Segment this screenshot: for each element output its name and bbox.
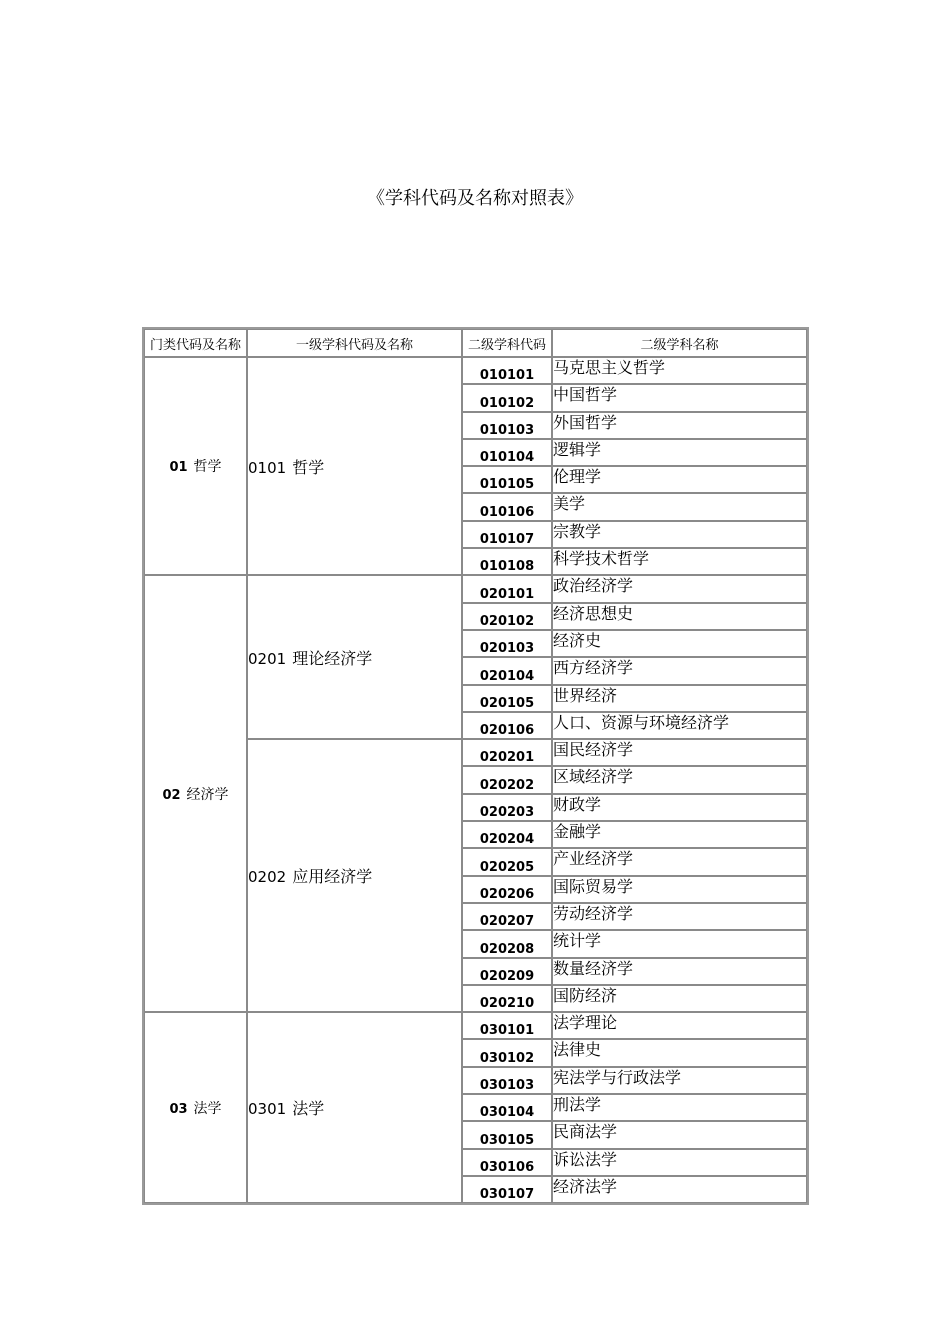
category-name: 法学 [193, 1100, 222, 1117]
level2-name-cell: 国际贸易学 [552, 876, 807, 903]
level2-code-cell: 020106 [462, 712, 552, 739]
level2-name-cell: 国防经济 [552, 985, 807, 1012]
level1-name: 应用经济学 [292, 867, 373, 887]
level2-name-cell: 逻辑学 [552, 439, 807, 466]
level2-name-cell: 劳动经济学 [552, 903, 807, 930]
level2-name-cell: 法律史 [552, 1039, 807, 1066]
level2-code-cell: 010104 [462, 439, 552, 466]
level2-name-cell: 数量经济学 [552, 958, 807, 985]
table-row [144, 357, 807, 384]
level2-name-cell: 世界经济 [552, 685, 807, 712]
level2-code-cell: 010101 [462, 357, 552, 384]
level2-code-cell: 020105 [462, 685, 552, 712]
level2-name-cell: 马克思主义哲学 [552, 357, 807, 384]
level2-name-cell: 政治经济学 [552, 575, 807, 602]
level2-name-cell: 刑法学 [552, 1094, 807, 1121]
level2-name-cell: 区域经济学 [552, 766, 807, 793]
level2-code-cell: 030107 [462, 1176, 552, 1203]
level2-code-cell: 030102 [462, 1039, 552, 1066]
level2-code-cell: 030103 [462, 1067, 552, 1094]
level2-code-cell: 020202 [462, 766, 552, 793]
level2-code-cell: 010108 [462, 548, 552, 575]
level2-name-cell: 宗教学 [552, 521, 807, 548]
level1-cell [247, 739, 462, 1012]
level2-name-cell: 人口、资源与环境经济学 [552, 712, 807, 739]
level2-code-cell: 020104 [462, 657, 552, 684]
level2-code-cell: 010107 [462, 521, 552, 548]
table-header-row [144, 329, 807, 357]
level2-name-cell: 统计学 [552, 930, 807, 957]
level2-name-cell: 伦理学 [552, 466, 807, 493]
level1-code: 0201 [248, 649, 287, 668]
level2-code-cell: 020201 [462, 739, 552, 766]
header-level2-name: 二级学科名称 [552, 329, 807, 357]
level2-code-cell: 020102 [462, 603, 552, 630]
category-name: 哲学 [193, 459, 222, 476]
category-cell [144, 1012, 247, 1203]
level2-code-cell: 020203 [462, 794, 552, 821]
level2-code-cell: 020210 [462, 985, 552, 1012]
level2-code-cell: 020209 [462, 958, 552, 985]
level2-name-cell: 法学理论 [552, 1012, 807, 1039]
category-code: 03 [169, 1101, 188, 1117]
level2-code-cell: 020208 [462, 930, 552, 957]
level2-code-cell: 020205 [462, 848, 552, 875]
header-level1: 一级学科代码及名称 [247, 329, 462, 357]
category-cell [144, 575, 247, 1012]
level2-code-cell: 030104 [462, 1094, 552, 1121]
level2-code-cell: 020204 [462, 821, 552, 848]
category-code: 01 [169, 460, 188, 476]
level2-name-cell: 财政学 [552, 794, 807, 821]
level2-code-cell: 030106 [462, 1149, 552, 1176]
level2-code-cell: 010102 [462, 384, 552, 411]
level2-code-cell: 010103 [462, 412, 552, 439]
level2-code-cell: 020101 [462, 575, 552, 602]
level2-name-cell: 民商法学 [552, 1121, 807, 1148]
category-name: 经济学 [186, 786, 229, 803]
level1-cell [247, 575, 462, 739]
level2-code-cell: 030101 [462, 1012, 552, 1039]
level2-name-cell: 经济史 [552, 630, 807, 657]
page-title: 《学科代码及名称对照表》 [367, 188, 583, 209]
level1-code: 0301 [248, 1100, 287, 1119]
header-level2-code: 二级学科代码 [462, 329, 552, 357]
level2-code-cell: 030105 [462, 1121, 552, 1148]
table-row [144, 1012, 807, 1039]
category-code: 02 [162, 787, 181, 803]
discipline-code-table [142, 327, 809, 1205]
level1-code: 0101 [248, 458, 287, 477]
level1-name: 理论经济学 [292, 648, 373, 668]
level2-name-cell: 西方经济学 [552, 657, 807, 684]
level2-name-cell: 外国哲学 [552, 412, 807, 439]
level2-name-cell: 经济法学 [552, 1176, 807, 1203]
level2-name-cell: 国民经济学 [552, 739, 807, 766]
table-body [144, 357, 807, 1203]
level1-cell [247, 1012, 462, 1203]
level2-name-cell: 产业经济学 [552, 848, 807, 875]
table-row [144, 575, 807, 602]
level1-name: 法学 [292, 1099, 325, 1119]
level2-name-cell: 诉讼法学 [552, 1149, 807, 1176]
level2-code-cell: 020103 [462, 630, 552, 657]
level2-name-cell: 宪法学与行政法学 [552, 1067, 807, 1094]
level1-name: 哲学 [292, 457, 325, 477]
header-category: 门类代码及名称 [144, 329, 247, 357]
level2-name-cell: 金融学 [552, 821, 807, 848]
level2-name-cell: 经济思想史 [552, 603, 807, 630]
level2-code-cell: 010105 [462, 466, 552, 493]
level1-code: 0202 [248, 868, 287, 887]
level2-name-cell: 中国哲学 [552, 384, 807, 411]
level2-name-cell: 科学技术哲学 [552, 548, 807, 575]
category-cell [144, 357, 247, 575]
level2-code-cell: 020207 [462, 903, 552, 930]
level2-code-cell: 020206 [462, 876, 552, 903]
level2-name-cell: 美学 [552, 493, 807, 520]
level1-cell [247, 357, 462, 575]
level2-code-cell: 010106 [462, 493, 552, 520]
